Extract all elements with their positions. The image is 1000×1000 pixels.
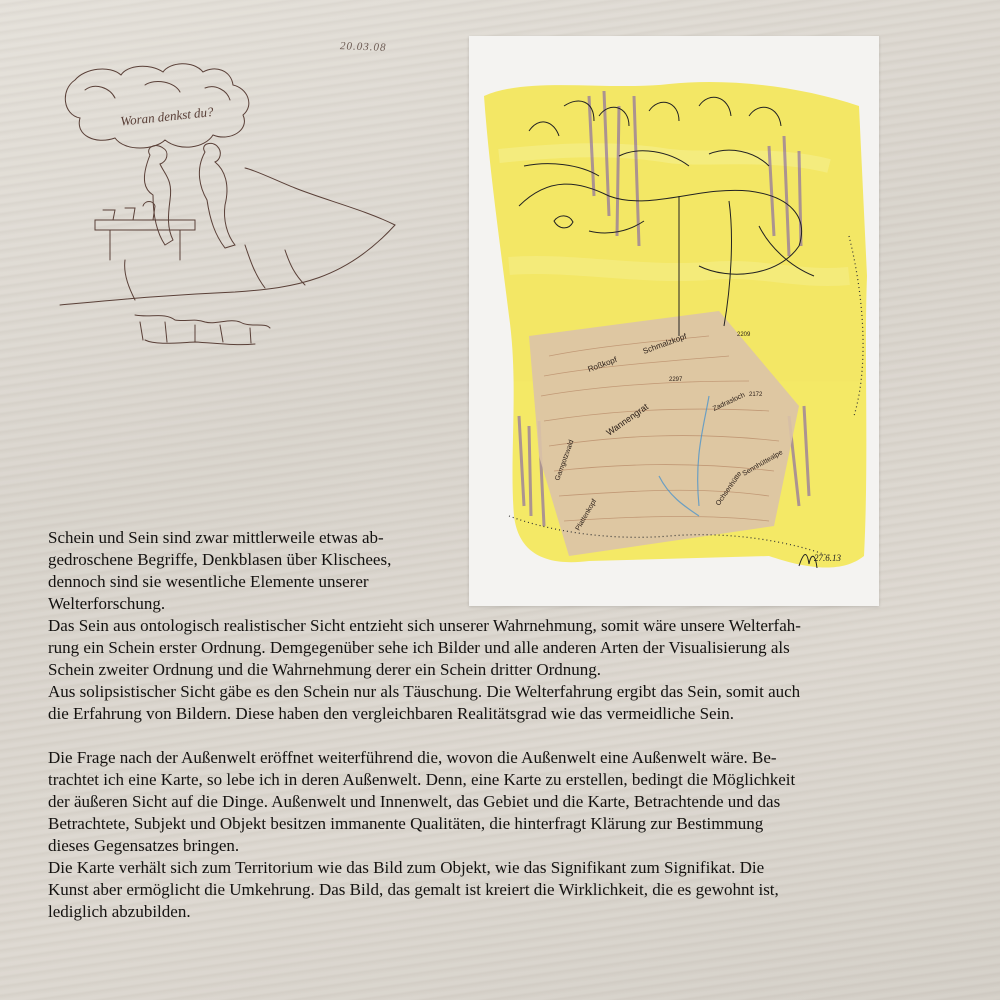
text-line: dennoch sind sie wesentliche Elemente unserer [48,572,369,591]
text-line: Die Karte verhält sich zum Territorium wie das Bild zum Objekt, wie das Signifikant zum Signifikat. Die [48,858,765,877]
text-line: Aus solipsistischer Sicht gäbe es den Schein nur als Täuschung. Die Welterfahrung ergibt das Sein, somit auch [48,682,801,701]
map-label-schmalzkopf: Schmalzkopf [641,331,688,356]
text-line: lediglich abzubilden. [48,902,191,921]
text-line: Schein und Sein sind zwar mittlerweile etwas ab- [48,528,384,547]
text-line: gedroschene Begriffe, Denkblasen über Klischees, [48,550,392,569]
table [95,220,195,260]
map-label-wannengrat: Wannengrat [604,401,651,438]
text-line: der äußeren Sicht auf die Dinge. Außenwelt und Innenwelt, das Gebiet und die Karte, Betrachtende und das [48,792,781,811]
map-label-2297: 2297 [669,377,683,383]
text-line: Die Frage nach der Außenwelt eröffnet weiterführend die, wovon die Außenwelt eine Außenwelt wäre. Be- [48,748,777,767]
map-label-gamgotzwald: Gamgotzwald [554,439,576,482]
text-line: Kunst aber ermöglicht die Umkehrung. Das Bild, das gemalt ist kreiert die Wirklichkeit, die es gewohnt ist, [48,880,779,899]
text-line: Betrachtete, Subjekt und Objekt besitzen immanente Qualitäten, die hinterfragt Klärung zur Bestimmung [48,814,764,833]
paragraph-gap [48,725,948,747]
thought-bubble [65,64,249,148]
map-label-2172: 2172 [749,392,763,398]
map-label-2209: 2209 [737,332,751,338]
text-line: dieses Gegensatzes bringen. [48,836,240,855]
map-label-ochsenhuette: Ochsenhütte [714,470,744,508]
pen-sketch [55,60,400,350]
artwork-signature: 27.6.13 [814,553,841,563]
map-label-rosskopf: Roßkopf [586,355,619,374]
text-line: die Erfahrung von Bildern. Diese haben den vergleichbaren Realitätsgrad wie das vermeidliche Sein. [48,704,735,723]
paragraph-intro [48,527,458,615]
artwork-map-collage [469,36,879,606]
text-line: trachtet ich eine Karte, so lebe ich in deren Außenwelt. Denn, eine Karte zu erstellen, bedingt die Möglichkeit [48,770,796,789]
sketch-date: 20.03.08 [339,40,387,54]
map-label-zadrasloch: Zadrasloch [711,391,747,413]
speech-text: Woran denkst du? [119,103,215,129]
map-label-sennhuettealpe: Sennhüttealpe [741,449,785,478]
figure-right [199,143,235,248]
map-label-plattenkopf: Plattenkopf [574,498,599,532]
text-line: Welterforschung. [48,594,166,613]
text-line: rung ein Schein erster Ordnung. Demgegenüber sehe ich Bilder und alle anderen Arten der Visualisierung als [48,638,790,657]
body-text [48,615,948,923]
text-line: Schein zweiter Ordnung und die Wahrnehmung derer ein Schein dritter Ordnung. [48,660,602,679]
text-line: Das Sein aus ontologisch realistischer Sicht entzieht sich unserer Wahrnehmung, somit wäre unsere Welterfah- [48,616,801,635]
